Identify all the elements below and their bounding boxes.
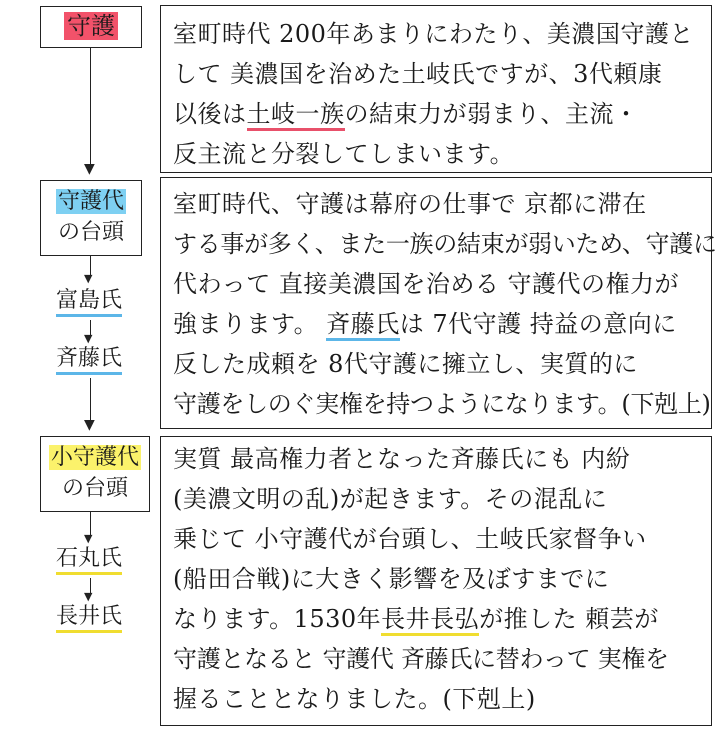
stage2-line: 室町時代、守護は幕府の仕事で 京都に滞在: [173, 190, 647, 218]
clan-tomishima: 富島氏: [56, 288, 122, 317]
stage2-description-box: [160, 177, 717, 429]
arrow-down-icon: ▼: [84, 590, 93, 603]
stage3-line: 守護となると 守護代 斉藤氏に替わって 実権を: [173, 645, 669, 673]
stage2-line: 守護をしのぐ実権を持つようになります。(下剋上): [173, 390, 711, 418]
stage3-line: 乗じて 小守護代が台頭し、土岐氏家督争い: [173, 525, 647, 553]
arrow-down-icon: ▼: [84, 332, 93, 345]
stage1-line: 反主流と分裂してしまいます。: [173, 140, 515, 168]
stage3-line: 握ることとなりました。(下剋上): [173, 685, 536, 713]
stage2-label-sub: の台頭: [57, 220, 124, 245]
stage1-line: して 美濃国を治めた土岐氏ですが、3代頼康: [173, 60, 663, 88]
toki-clan-underlined: 土岐一族: [247, 100, 345, 131]
clan-saito: 斉藤氏: [56, 346, 122, 375]
stage1-label: 守護: [64, 12, 118, 40]
stage3-label-box: [40, 436, 150, 512]
clan-nagai: 長井氏: [56, 604, 122, 633]
arrow-down-icon: ▼: [84, 161, 95, 177]
arrow-down-icon: ▼: [84, 417, 95, 433]
stage2-line: 反した成頼を 8代守護に擁立し、実質的に: [173, 350, 638, 378]
stage3-label-sub: の台頭: [61, 476, 128, 501]
arrow-down-icon: ▼: [84, 272, 93, 285]
stage1-label-box: [40, 6, 142, 48]
stage2-line: 代わって 直接美濃国を治める 守護代の権力が: [173, 270, 680, 298]
clan-ishimaru: 石丸氏: [56, 546, 122, 575]
stage2-label-main: 守護代: [57, 189, 124, 214]
stage3-label-main: 小守護代: [50, 445, 139, 470]
stage3-line: (美濃文明の乱)が起きます。その混乱に: [173, 485, 608, 513]
stage3-line: なります。1530年長井長弘が推した 頼芸が: [173, 599, 701, 639]
connector-line-1: [90, 48, 91, 168]
stage1-line: 以後は土岐一族の結束力が弱まり、主流・: [173, 94, 701, 134]
stage3-line: (船田合戦)に大きく影響を及ぼすまでに: [173, 565, 610, 593]
nagai-nagahiro-underlined: 長井長弘: [381, 605, 479, 636]
stage3-line: 実質 最高権力者となった斉藤氏にも 内紛: [173, 445, 631, 473]
stage2-label-box: [40, 180, 142, 256]
stage2-line: する事が多く、また一族の結束が弱いため、守護に: [173, 230, 717, 258]
arrow-down-icon: ▼: [84, 532, 93, 545]
stage1-description-box: [160, 5, 712, 173]
saito-clan-underlined: 斉藤氏: [326, 310, 400, 341]
stage2-line: 強まります。 斉藤氏は 7代守護 持益の意向に: [173, 304, 701, 344]
stage1-line: 室町時代 200年あまりにわたり、美濃国守護と: [173, 20, 694, 48]
stage3-description-box: [160, 436, 712, 726]
